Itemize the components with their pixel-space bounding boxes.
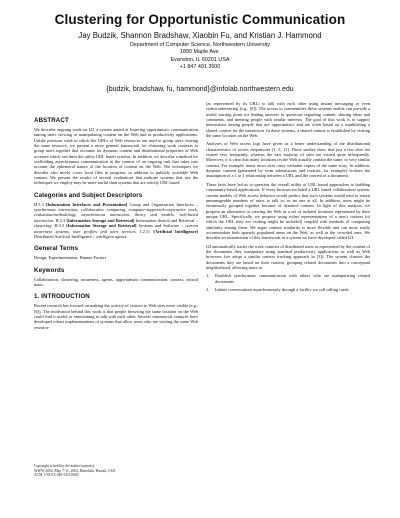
affiliation-line: +1 847 491 3500 — [179, 64, 221, 71]
footnote-line: ACM 1-58113-449-5/02/0005. — [34, 473, 80, 478]
abstract-heading: ABSTRACT — [34, 117, 69, 124]
feature-list — [206, 273, 370, 292]
footnote-line: WWW 2002, May 7-11, 2002, Honolulu, Hawaii, USA — [34, 468, 116, 473]
body-paragraph: I2I automatically tracks the work contexts of distributed users as represented by the content of the documents they manipulate using standard productivity applications as well as Web browsers (we adopt a similar context tracking approach in [3]). The system clusters the documents they are based on their content, grouping related documents into a conceptual neighborhood, allowing users to: — [206, 243, 370, 270]
categories-text — [34, 202, 198, 239]
general-terms-text: Design, Experimentation, Human Factors — [34, 255, 107, 261]
author-list: Jay Budzik, Shannon Bradshaw, Xiaobin Fu, and Kristian J. Hammond — [78, 31, 322, 40]
paper-title: Clustering for Opportunistic Communication — [54, 12, 346, 27]
list-item: 1. Establish synchronous communication with others who are manipulating related documents. — [206, 273, 370, 284]
keywords-text: Collaboration, clustering, awareness, agents, opportunistic communication, context, critical mass. — [34, 276, 198, 287]
abstract-text: We describe ongoing work on I2I, a system aimed at fostering opportunistic communication among users viewing or manipulating content on the Web and in productivity applications. Unlike previous work in which the URLs of Web resources are used to group users visiting the same resource, we present a more general framework for clustering work contexts to group users together that accounts for dynamic content and distributional properties of Web accesses which can limit the utility URL based systems. In addition, we describe a method for scaffolding asynchronous communication in the context of an ongoing task that takes into account the ephemeral nature of the location of content on the Web. The techniques we describe also nicely cover local files in progress, in addition to publicly available Web content. We present the results of several evaluations that indicate systems that use the techniques we employ may be more useful than systems that are strictly URL based. — [34, 127, 198, 186]
introduction-heading: 1. INTRODUCTION — [34, 293, 90, 301]
category-item: H.3.5 [Information Storage and Retrieval] Systems and Software – current awareness systems, user profiles and alert services. — [34, 223, 198, 234]
general-terms-heading: General Terms — [34, 245, 79, 253]
list-item: 2. Initiate conversations asynchronously through a facility we call calling cards. — [206, 287, 350, 292]
body-paragraph: These facts have led us to question the overall utility of URL based approaches to building community-based applications. If every browser included a URL based collaboration system, current models of Web access behavior would predict that such systems would tend to return unmanageable numbers of users to talk to, or no one at all. In addition, users might be erroneously grouped together because of dynamic content. In light of this analysis, we propose an alternative to viewing the Web as a set of isolated locations represented by their unique URL. Specifically, we propose using richer representations of a user's context (of which the URL they are visiting might be included) coupled with methods of computing similarity among them. We argue content similarity is more flexible and can more easily accommodate both sparsely populated areas on the Web, as well as the crowded ones. We describe an instantiation of this framework in a system we have developed called I2I. — [206, 181, 370, 241]
affiliation-line: Evanston, IL 60201 USA — [170, 56, 230, 63]
affiliation-block — [0, 42, 400, 72]
author-email[interactable]: {budzik, bradshaw, fu, hammond}@infolab.northwestern.edu — [106, 86, 294, 93]
category-item: H.3.3 [Information Storage and Retrieval] Information Search and Retrieval – clustering. — [34, 217, 199, 229]
copyright-footnote — [34, 464, 198, 478]
body-paragraph: Analyses of Web access logs have given us a better understanding of the distributional characteristics of access frequencies [1, 5, 11]. These studies show that just a few sites are visited very frequently, whereas the vast majority of sites are visited quite infrequently. Moreover, it is clear that many locations on the Web actually contain the same, or very similar content. For example, many news sites carry verbatim copies of the same story. In addition, dynamic content (generated by form submissions and cookies, for example) violates the assumption of a 1 to 1 relationship between a URL and the content of a document. — [206, 141, 370, 179]
affiliation-line: Department of Computer Science, Northwestern University — [129, 42, 271, 48]
categories-heading: Categories and Subject Descriptors — [34, 191, 143, 199]
affiliation-line: 1890 Maple Ave. — [179, 49, 221, 56]
left-column — [34, 100, 198, 333]
category-item: I.2.11 [Artificial Intelligence] Distributed Artificial Intelligence – intelligent agents. — [34, 228, 198, 239]
footnote-line: Copyright is held by the author/owner(s). — [34, 464, 96, 468]
keywords-heading: Keywords — [34, 266, 65, 274]
introduction-text: Recent research has focused on making the activity of visitors to Web sites more visible (e.g., [6]). The motivation behind this work is that people browsing the same location on the Web could find it useful or entertaining to talk with each other. Several commercial ventures have developed robust implementations of systems that allow users who are visiting the same Web resource — [34, 303, 198, 330]
category-item: H.5.3 [Information Interfaces and Presentation] Group and Organization Interfaces – synchronous interaction, collaborative computing, computer-supported-cooperative work, evaluation/methodology, asynchronous interaction, theory and models, web-based interaction. — [34, 201, 198, 223]
right-column — [206, 101, 370, 295]
body-paragraph: (as represented by its URL) to talk with each other using instant messaging or even videoconferencing (e.g., [8]). The access to communities these systems enable can provide a useful starting point for finding answers to questions regarding content, sharing ideas and comments, and meeting people with similar interests. The goal of this work is to support interactions among people that are opportunistic and are often based on a establishing a shared context for the interaction. In these systems, a shared context is established by visiting the same location on the Web. — [206, 101, 370, 139]
